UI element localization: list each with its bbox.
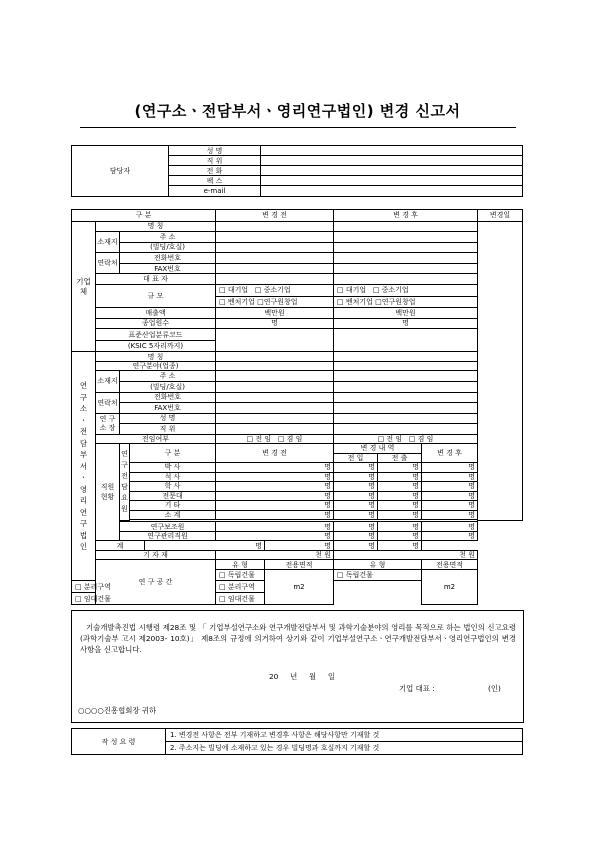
space-rented-before[interactable]: □ 임대건물 [72,593,120,605]
lab-address-after[interactable] [334,371,478,382]
company-building-before[interactable] [216,242,334,253]
instructions-table [71,728,523,755]
staff-col-transfer-out: 전 출 [378,453,422,463]
staff-row-support: 연구보조원 [120,522,216,532]
staff-row-subtotal: 소 계 [130,510,216,520]
research-space-label: 연 구 공 간 [96,560,216,605]
admin-after[interactable]: 명 [422,531,478,541]
declaration-date[interactable]: 20 년 월 일 [268,672,336,681]
admin-in[interactable]: 명 [334,531,378,541]
contact-phone-input[interactable] [261,166,523,176]
contact-field-phone: 전 화 [169,166,261,176]
contact-email-input[interactable] [261,186,523,197]
lab-location-label: 소재지 [96,371,120,392]
space-independent-after[interactable]: □ 독립건물 [334,569,422,581]
college-after[interactable]: 명 [422,491,478,501]
addressee: ○○○○진흥협회장 귀하 [78,706,157,715]
subtotal-in[interactable]: 명 [334,510,378,520]
space-area-after: 전용면적 [422,560,478,570]
researchers-label: 연구전담요원 [120,444,130,521]
equipment-label: 기 자 재 [96,550,216,560]
staff-status-label: 직원 현황 [96,444,120,541]
total-before[interactable]: 명 [145,541,265,551]
company-building-after[interactable] [334,242,478,253]
header-after: 변 경 후 [334,210,478,222]
checkbox-startup-after[interactable]: □연구원창업 [375,297,416,306]
contact-field-position: 직 위 [169,156,261,166]
college-out[interactable]: 명 [378,491,422,501]
company-phone-after[interactable] [334,253,478,264]
representative-label: 기업 대표 : [399,684,435,693]
company-fax-before[interactable] [216,263,334,274]
contact-name-input[interactable] [261,146,523,156]
bachelor-out[interactable]: 명 [378,482,422,492]
bachelor-before[interactable]: 명 [216,482,334,492]
phd-in[interactable]: 명 [334,463,378,473]
lab-name-before[interactable] [216,352,334,362]
company-scale-label: 규 모 [96,284,216,307]
equipment-before[interactable]: 천 원 [216,550,334,560]
phd-after[interactable]: 명 [422,463,478,473]
lab-phone-label: 전화번호 [120,392,216,403]
lab-head-position-label: 직 위 [120,424,216,435]
space-rented-after[interactable]: □ 임대건물 [216,593,265,605]
company-ksic-label: 표준산업분류코드 [96,329,216,341]
lab-phone-before[interactable] [216,392,334,403]
declaration-box [71,610,524,723]
subtotal-before[interactable]: 명 [216,510,334,520]
title-underline [80,127,516,128]
checkbox-concurrent-after[interactable]: □ 겸 임 [408,434,434,443]
lab-fax-after[interactable] [334,403,478,414]
company-side-label: 기업체 [72,221,96,352]
staff-row-total: 계 [96,541,145,551]
fulltime-after[interactable] [334,434,478,444]
sales-after[interactable]: 백만원 [334,308,478,319]
ksic-after[interactable] [334,329,478,352]
total-in[interactable]: 명 [265,541,334,551]
masters-out[interactable]: 명 [378,472,422,482]
phd-out[interactable]: 명 [378,463,422,473]
company-name-label: 명 칭 [96,221,216,232]
seal-label: (인) [488,684,501,693]
header-category: 구 분 [72,210,216,222]
header-date: 변경일 [478,210,523,222]
lab-address-label: 주 소 [120,371,216,382]
masters-before[interactable]: 명 [216,472,334,482]
lab-field-before[interactable] [216,361,334,371]
company-location-label: 소재지 [96,232,120,253]
lab-address-before[interactable] [216,371,334,382]
contact-field-email: e-mail [169,186,261,197]
lab-field-after[interactable] [334,361,478,371]
company-name-after[interactable] [334,221,478,232]
staff-row-bachelor: 학 사 [130,482,216,492]
fulltime-before[interactable] [216,434,334,444]
checkbox-venture-before[interactable]: □ 벤처기업 [219,297,255,306]
phd-before[interactable]: 명 [216,463,334,473]
lab-head-position-after[interactable] [334,424,478,435]
company-building-label: (빌딩/호실) [120,242,216,253]
contact-table [71,145,523,197]
staff-row-masters: 석 사 [130,472,216,482]
space-area-after-value[interactable]: m2 [422,569,478,604]
checkbox-fulltime-before[interactable]: □ 전 임 [246,434,272,443]
staff-col-category: 구 분 [130,444,216,463]
staff-col-before: 변 경 전 [216,444,334,463]
contact-field-name: 성 명 [169,146,261,156]
space-separated-after[interactable]: □ 분리구역 [216,581,265,593]
staff-row-college: 전문대 [130,491,216,501]
scale-before-row1[interactable] [216,284,334,296]
lab-field-label: 연구분야(업종) [96,361,216,371]
space-area-before-value[interactable]: m2 [265,569,334,604]
checkbox-startup-before[interactable]: □연구원창업 [257,297,298,306]
checkbox-venture-after[interactable]: □ 벤처기업 [337,297,373,306]
company-sales-label: 매출액 [96,308,216,319]
masters-in[interactable]: 명 [334,472,378,482]
masters-after[interactable]: 명 [422,472,478,482]
equipment-after[interactable]: 천 원 [334,550,478,560]
staff-row-phd: 박 사 [130,463,216,473]
support-before[interactable]: 명 [216,522,334,532]
company-ceo-after[interactable] [334,274,478,285]
support-after[interactable]: 명 [422,522,478,532]
other-out[interactable]: 명 [378,501,422,511]
lab-building-after[interactable] [334,381,478,392]
lab-head-name-before[interactable] [216,413,334,424]
contact-fax-input[interactable] [261,176,523,186]
checkbox-large-before[interactable]: □ 대기업 [219,286,249,295]
scale-before-row2[interactable] [216,296,334,308]
staff-row-other: 기 타 [130,501,216,511]
space-type-after: 유 형 [334,560,422,570]
company-phone-before[interactable] [216,253,334,264]
checkbox-sme-after[interactable]: □ 중소기업 [372,286,409,295]
checkbox-concurrent-before[interactable]: □ 겸 임 [277,434,303,443]
contact-field-fax: 팩 스 [169,176,261,186]
other-before[interactable]: 명 [216,501,334,511]
lab-head-name-after[interactable] [334,413,478,424]
staff-row-admin: 연구관리직원 [120,531,216,541]
instructions-label: 작 성 요 령 [72,729,166,755]
lab-fax-label: FAX번호 [120,403,216,414]
lab-building-before[interactable] [216,381,334,392]
scale-after-row2[interactable] [334,296,478,308]
subtotal-after[interactable]: 명 [422,510,478,520]
total-out[interactable]: 명 [334,541,378,551]
header-before: 변 경 전 [216,210,334,222]
lab-head-position-before[interactable] [216,424,334,435]
staff-col-change: 변 경 내 역 [334,444,422,454]
change-table [71,209,523,605]
employees-after[interactable]: 명 [334,318,478,329]
company-address-before[interactable] [216,232,334,243]
company-ceo-before[interactable] [216,274,334,285]
company-fax-after[interactable] [334,263,478,274]
lab-fulltime-label: 전임여부 [96,434,216,444]
contact-position-input[interactable] [261,156,523,166]
change-date-cell[interactable] [478,221,523,521]
instruction-item-1: 1. 변경전 사항은 전부 기재하고 변경후 사항은 해당사항만 기재할 것 [166,729,523,742]
subtotal-out[interactable]: 명 [378,510,422,520]
company-contact-label: 연락처 [96,253,120,274]
form-title: (연구소ㆍ전담부서ㆍ영리연구법인) 변경 신고서 [134,102,461,120]
support-in[interactable]: 명 [334,522,378,532]
bachelor-in[interactable]: 명 [334,482,378,492]
employees-before[interactable]: 명 [216,318,334,329]
admin-before[interactable]: 명 [216,531,334,541]
checkbox-fulltime-after[interactable]: □ 전 임 [377,434,403,443]
lab-name-after[interactable] [334,352,478,362]
space-independent-before[interactable]: □ 독립건물 [216,569,265,581]
company-ceo-label: 대 표 자 [96,274,216,285]
lab-fax-before[interactable] [216,403,334,414]
company-ksic-label-2: (KSIC 5자리까지) [96,340,216,352]
lab-head-label: 연 구 소 장 [96,413,120,434]
declaration-paragraph: 기술개발촉진법 시행령 제28조 및 「 기업부설연구소와 연구개발전담부서 및 과학기술분야의 영리를 목적으로 하는 법인의 신고요령(과학기술부 고시 제2003- 10호)」 제8조의 규정에 의거하여 상기와 같이 기업부설연구소ㆍ연구개발전담부서ㆍ영리연구법인의 변경사항을 신고합니다. [80,623,516,654]
bachelor-after[interactable]: 명 [422,482,478,492]
company-address-after[interactable] [334,232,478,243]
scale-after-row1[interactable] [334,284,478,296]
total-after[interactable]: 명 [378,541,422,551]
other-after[interactable]: 명 [422,501,478,511]
space-type-before: 유 형 [216,560,265,570]
sales-before[interactable]: 백만원 [216,308,334,319]
company-name-before[interactable] [216,221,334,232]
lab-head-name-label: 성 명 [120,413,216,424]
contact-label: 담당자 [72,146,169,197]
space-separated-before[interactable]: □ 분리구역 [72,581,120,593]
ksic-before[interactable] [216,329,334,352]
college-in[interactable]: 명 [334,491,378,501]
checkbox-sme-before[interactable]: □ 중소기업 [254,286,291,295]
lab-building-label: (빌딩/호실) [120,381,216,392]
admin-out[interactable]: 명 [378,531,422,541]
company-address-label: 주 소 [120,232,216,243]
company-phone-label: 전화번호 [120,253,216,264]
lab-contact-label: 연락처 [96,392,120,413]
staff-col-after: 변 경 후 [422,444,478,463]
instruction-item-2: 2. 주소지는 빌딩에 소재하고 있는 경우 빌딩명과 호실까지 기재할 것 [166,742,523,755]
lab-name-label: 명 칭 [96,352,216,362]
company-fax-label: FAX번호 [120,263,216,274]
lab-side-label: 연구소ㆍ전담부서ㆍ영리연구법인 [72,352,96,581]
checkbox-large-after[interactable]: □ 대기업 [337,286,367,295]
college-before[interactable]: 명 [216,491,334,501]
staff-col-transfer-in: 전 입 [334,453,378,463]
other-in[interactable]: 명 [334,501,378,511]
support-out[interactable]: 명 [378,522,422,532]
space-area-before: 전용면적 [265,560,334,570]
lab-phone-after[interactable] [334,392,478,403]
company-employees-label: 종업원수 [96,318,216,329]
